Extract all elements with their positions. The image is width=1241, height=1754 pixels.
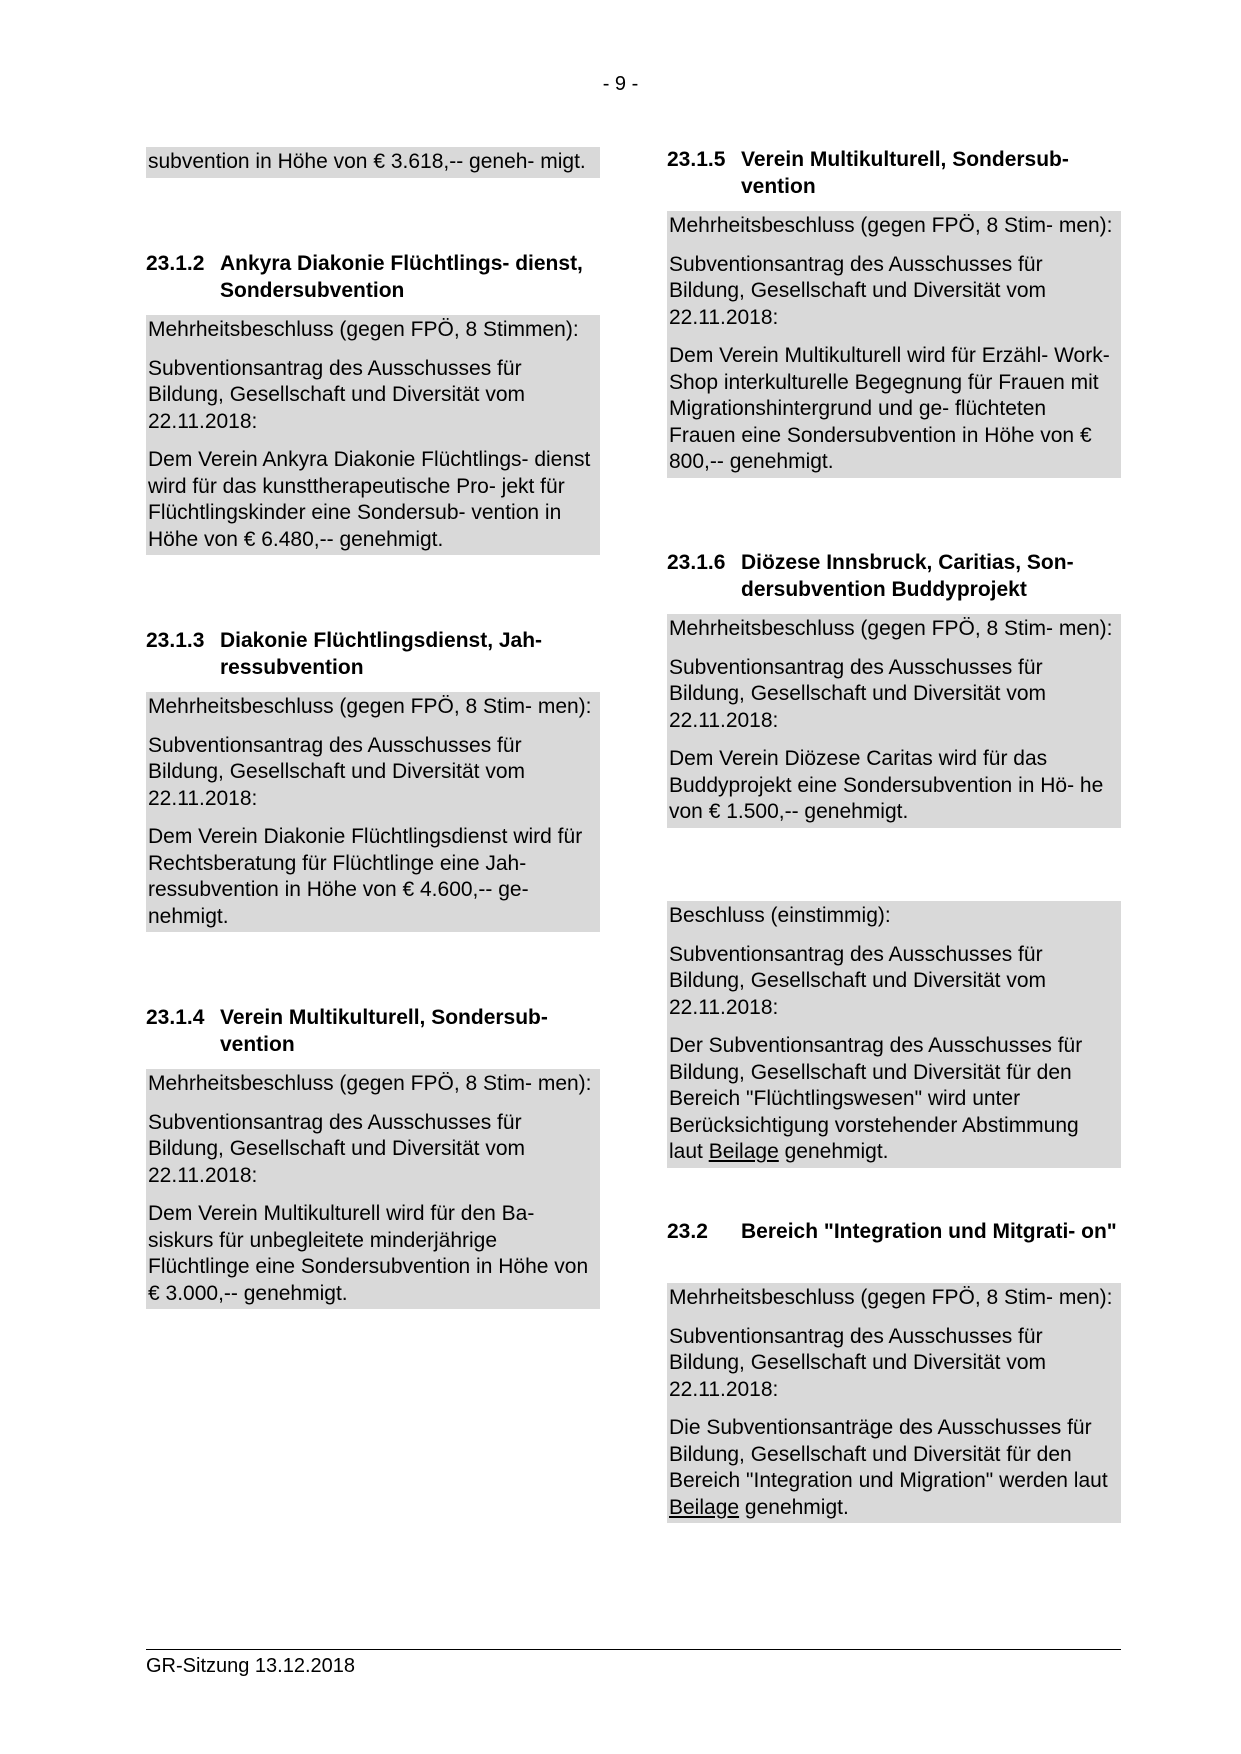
section-heading-23-2 [667, 1219, 1121, 1246]
section-body-23-1-2 [146, 315, 600, 555]
antrag-text: Subventionsantrag des Ausschusses für Bildung, Gesellschaft und Diversität vom 22.11.2018: [669, 942, 1047, 1019]
body-text-end: genehmigt. [744, 1495, 849, 1519]
section-heading-23-1-6 [667, 550, 1121, 603]
section-body-23-1-5 [667, 211, 1121, 478]
continuation-text: subvention in Höhe von € 3.618,-- geneh- migt. [148, 150, 586, 173]
section-heading-23-1-5 [667, 147, 1121, 200]
section-number: 23.1.6 [667, 551, 726, 574]
vote-text: Mehrheitsbeschluss (gegen FPÖ, 8 Stim- men): [148, 695, 592, 718]
section-title: Bereich "Integration und Mitgrati- on" [741, 1220, 1117, 1243]
body-text: Dem Verein Multikulturell wird für Erzähl- Work-Shop interkulturelle Begegnung für Frauen mit Migrationshintergrund und ge- flüchteten Frauen eine Sondersubvention in Höhe von € 800,-- genehmigt. [669, 344, 1110, 473]
section-title: Verein Multikulturell, Sondersub- vention [220, 1006, 548, 1056]
continuation-paragraph [146, 147, 600, 178]
page-number: - 9 - [602, 73, 639, 95]
beilage-link[interactable]: Beilage [669, 1495, 740, 1519]
resolution-block [667, 901, 1121, 1168]
vote-text: Mehrheitsbeschluss (gegen FPÖ, 8 Stimmen): [148, 318, 579, 341]
section-body-23-1-6 [667, 614, 1121, 828]
section-number: 23.1.3 [146, 629, 205, 652]
section-title: Verein Multikulturell, Sondersub- vention [741, 148, 1069, 198]
body-text: Dem Verein Ankyra Diakonie Flüchtlings- dienst wird für das kunsttherapeutische Pro- jekt für Flüchtlingskinder eine Sondersub- vention in Höhe von € 6.480,-- genehmigt. [148, 448, 591, 551]
section-body-23-2 [667, 1283, 1121, 1523]
antrag-text: Subventionsantrag des Ausschusses für Bildung, Gesellschaft und Diversität vom 22.11.2018: [669, 655, 1047, 732]
section-title: Diakonie Flüchtlingsdienst, Jah- ressubvention [220, 629, 543, 679]
body-text: Dem Verein Multikulturell wird für den Ba- siskurs für unbegleitete minderjährige Flüchtlinge eine Sondersubvention in Höhe von € 3.000,-- genehmigt. [148, 1202, 589, 1305]
body-text [669, 1033, 1117, 1166]
section-body-23-1-4 [146, 1069, 600, 1309]
body-text: Dem Verein Diakonie Flüchtlingsdienst wird für Rechtsberatung für Flüchtlinge eine Jah- ressubvention in Höhe von € 4.600,-- ge- nehmigt. [148, 825, 583, 928]
beilage-link[interactable]: Beilage [708, 1140, 779, 1163]
section-title: Diözese Innsbruck, Caritias, Son- dersubvention Buddyprojekt [741, 551, 1074, 601]
footer-text: GR-Sitzung 13.12.2018 [146, 1655, 356, 1677]
vote-text: Beschluss (einstimmig): [669, 904, 891, 927]
vote-text: Mehrheitsbeschluss (gegen FPÖ, 8 Stim- men): [669, 617, 1113, 640]
section-title: Ankyra Diakonie Flüchtlings- dienst, Sondersubvention [220, 252, 583, 302]
antrag-text: Subventionsantrag des Ausschusses für Bildung, Gesellschaft und Diversität vom 22.11.2018: [148, 356, 526, 433]
section-number: 23.1.5 [667, 148, 726, 171]
section-body-23-1-3 [146, 692, 600, 932]
antrag-text: Subventionsantrag des Ausschusses für Bildung, Gesellschaft und Diversität vom 22.11.2018: [669, 1324, 1047, 1401]
section-number: 23.1.2 [146, 252, 205, 275]
antrag-text: Subventionsantrag des Ausschusses für Bildung, Gesellschaft und Diversität vom 22.11.2018: [669, 252, 1047, 329]
section-heading-23-1-4 [146, 1005, 600, 1058]
footer-divider [146, 1649, 1121, 1650]
vote-text: Mehrheitsbeschluss (gegen FPÖ, 8 Stim- men): [148, 1072, 592, 1095]
section-number: 23.1.4 [146, 1006, 205, 1029]
body-text-end: genehmigt. [784, 1140, 889, 1163]
antrag-text: Subventionsantrag des Ausschusses für Bildung, Gesellschaft und Diversität vom 22.11.2018: [148, 733, 526, 810]
body-text-start: Die Subventionsanträge des Ausschusses für Bildung, Gesellschaft und Diversität für den Bereich "Integration und Migration" werden laut [669, 1416, 1108, 1492]
body-text [669, 1415, 1117, 1521]
antrag-text: Subventionsantrag des Ausschusses für Bildung, Gesellschaft und Diversität vom 22.11.2018: [148, 1110, 526, 1187]
body-text-start: Der Subventionsantrag des Ausschusses für Bildung, Gesellschaft und Diversität für den Bereich "Flüchtlingswesen" wird unter Berücksichtigung vorstehender Abstimmung laut [669, 1034, 1083, 1163]
section-heading-23-1-3 [146, 628, 600, 681]
vote-text: Mehrheitsbeschluss (gegen FPÖ, 8 Stim- men): [669, 1286, 1113, 1309]
section-number: 23.2 [667, 1220, 708, 1243]
vote-text: Mehrheitsbeschluss (gegen FPÖ, 8 Stim- men): [669, 214, 1113, 237]
section-heading-23-1-2 [146, 251, 600, 304]
body-text: Dem Verein Diözese Caritas wird für das Buddyprojekt eine Sondersubvention in Hö- he von € 1.500,-- genehmigt. [669, 747, 1104, 823]
